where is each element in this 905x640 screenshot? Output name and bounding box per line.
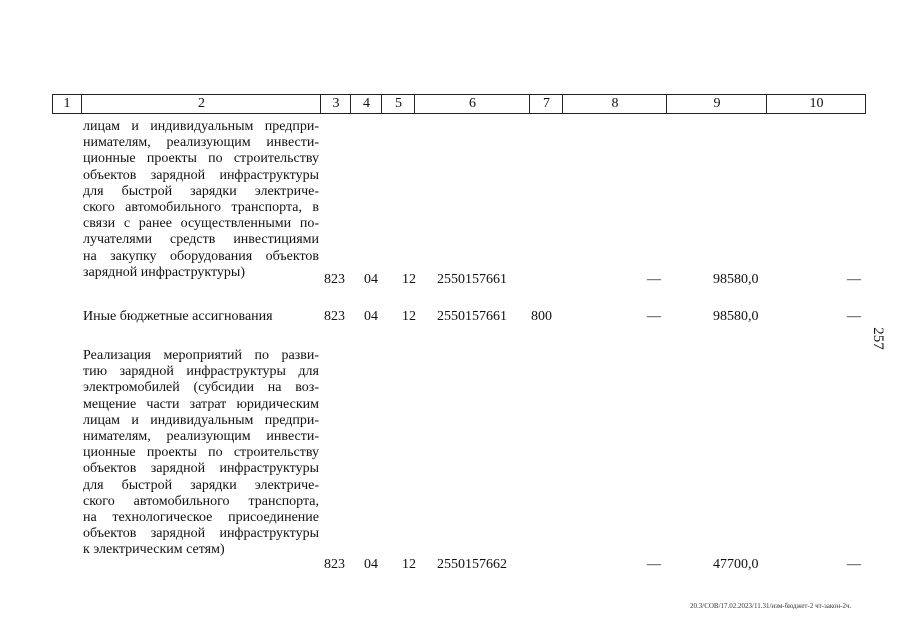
row-1-line: объектов зарядной инфраструктуры [83,167,319,183]
table-header-row [52,94,866,114]
footer-document-code: 20.3/СОВ/17.02.2023/11.31/изм-бюджет-2 чт-закон-2ч. [690,602,852,610]
row-3-line: объектов зарядной инфраструктуры [83,526,319,542]
row-1-col-5: 12 [402,272,416,287]
row-1-col-3: 823 [324,272,345,287]
header-col-10: 10 [766,95,866,113]
row-1-col-10: — [847,272,861,287]
row-3-line: на технологическое присоединение [83,510,319,526]
row-3-line: тию зарядной инфраструктуры для [83,364,319,380]
header-col-4: 4 [350,95,382,113]
row-3-line: для быстрой зарядки электриче- [83,477,319,493]
row-3-col-9: 47700,0 [713,557,759,572]
header-col-7: 7 [529,95,563,113]
row-1-line: для быстрой зарядки электриче- [83,183,319,199]
row-2-col-6: 2550157661 [437,309,507,324]
header-col-9: 9 [666,95,767,113]
row-3-col-5: 12 [402,557,416,572]
row-3-line: ского автомобильного транспорта, [83,493,319,509]
header-col-3: 3 [320,95,351,113]
page-number: 257 [869,327,886,350]
row-1-line: связи с ранее осуществленными по- [83,216,319,232]
row-1-col-9: 98580,0 [713,272,759,287]
row-3-col-4: 04 [364,557,378,572]
row-1-col-8: — [647,272,661,287]
header-col-5: 5 [381,95,415,113]
row-1-line: зарядной инфраструктуры) [83,264,245,280]
row-3-line: объектов зарядной инфраструктуры [83,461,319,477]
row-2-col-7: 800 [531,309,552,324]
row-3-description [83,348,319,559]
row-3-col-10: — [847,557,861,572]
header-col-6: 6 [414,95,530,113]
row-3-line: к электрическим сетям) [83,542,225,558]
row-3-line: электромобилей (субсидии на воз- [83,380,319,396]
row-1-line: лицам и индивидуальным предпри- [83,119,319,134]
header-col-1: 1 [63,96,71,111]
row-3-col-6: 2550157662 [437,557,507,572]
row-2-col-5: 12 [402,309,416,324]
row-1-line: лучателями средств инвестициями [83,232,319,248]
header-col-2: 2 [81,95,321,113]
row-3-col-8: — [647,557,661,572]
row-2-description: Иные бюджетные ассигнования [83,309,273,324]
row-3-line: Реализация мероприятий по разви- [83,348,319,363]
header-col-8: 8 [562,95,667,113]
row-2-col-10: — [847,309,861,324]
row-1-col-4: 04 [364,272,378,287]
row-1-line: на закупку оборудования объектов [83,248,319,264]
row-1-col-6: 2550157661 [437,272,507,287]
row-1-line: ского автомобильного транспорта, в [83,200,319,216]
row-1-line: ционные проекты по строительству [83,151,319,167]
row-2-col-8: — [647,309,661,324]
row-2-col-3: 823 [324,309,345,324]
row-2-col-4: 04 [364,309,378,324]
row-1-description [83,119,319,281]
row-3-line: мещение части затрат юридическим [83,396,319,412]
row-3-line: ционные проекты по строительству [83,445,319,461]
row-3-col-3: 823 [324,557,345,572]
row-1-line: нимателям, реализующим инвести- [83,135,319,151]
row-2-col-9: 98580,0 [713,309,759,324]
row-3-line: лицам и индивидуальным предпри- [83,412,319,428]
row-3-line: нимателям, реализующим инвести- [83,429,319,445]
